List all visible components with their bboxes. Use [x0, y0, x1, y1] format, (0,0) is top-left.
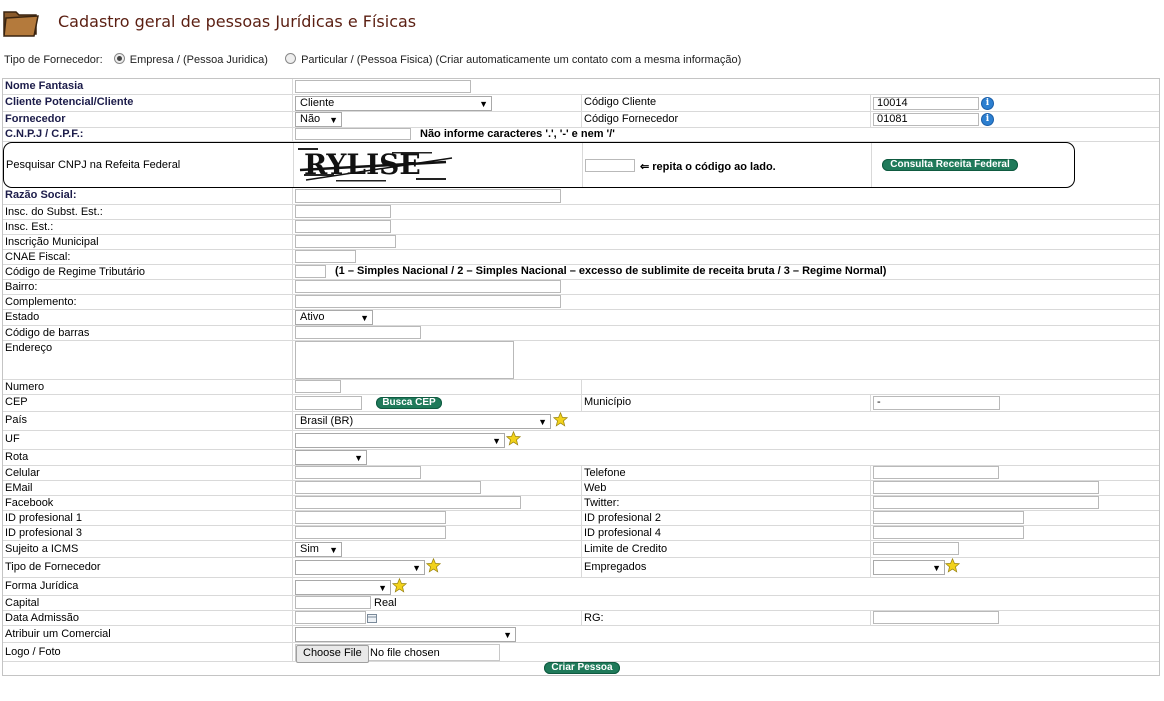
razao-social-label: Razão Social: — [5, 189, 77, 201]
insc-subst-input[interactable] — [295, 205, 391, 218]
row-insc-est — [3, 220, 1159, 235]
data-admissao-input[interactable] — [295, 611, 366, 624]
logo-label: Logo / Foto — [5, 646, 61, 658]
id2-label: ID profesional 2 — [584, 512, 662, 524]
data-admissao-label: Data Admissão — [5, 612, 79, 624]
calendar-icon[interactable] — [367, 614, 377, 623]
row-tipo-fornecedor — [3, 558, 1159, 578]
insc-subst-label: Insc. do Subst. Est.: — [5, 206, 103, 218]
folder-icon — [2, 6, 40, 38]
telefone-label: Telefone — [584, 467, 626, 479]
empregados-label: Empregados — [584, 561, 647, 573]
captcha-label: Pesquisar CNPJ na Refeita Federal — [6, 159, 181, 171]
busca-cep-button[interactable]: Busca CEP — [376, 397, 442, 409]
rota-select[interactable] — [295, 450, 367, 465]
row-capital — [3, 596, 1159, 611]
id1-label: ID profesional 1 — [5, 512, 83, 524]
row-nome-fantasia — [3, 79, 1159, 95]
chevron-down-icon: ▼ — [329, 115, 338, 125]
star-icon[interactable] — [426, 558, 441, 573]
row-endereco — [3, 341, 1159, 380]
row-razao-social — [3, 188, 1159, 205]
rg-input[interactable] — [873, 611, 999, 624]
chevron-down-icon: ▼ — [354, 453, 363, 463]
row-estado — [3, 310, 1159, 326]
web-input[interactable] — [873, 481, 1099, 494]
facebook-input[interactable] — [295, 496, 521, 509]
info-icon[interactable]: i — [981, 113, 994, 126]
nome-fantasia-label: Nome Fantasia — [5, 80, 84, 92]
insc-municipal-input[interactable] — [295, 235, 396, 248]
twitter-label: Twitter: — [584, 497, 620, 509]
icms-select[interactable]: Sim ▼ — [295, 542, 342, 557]
nome-fantasia-input[interactable] — [295, 80, 471, 93]
consulta-receita-button[interactable]: Consulta Receita Federal — [882, 159, 1018, 171]
row-bairro — [3, 280, 1159, 295]
codigo-barras-label: Código de barras — [5, 327, 90, 339]
fornecedor-select[interactable]: Não ▼ — [295, 112, 342, 127]
star-icon[interactable] — [506, 431, 521, 446]
row-data-admissao — [3, 611, 1159, 626]
pais-select[interactable]: Brasil (BR) ▼ — [295, 414, 551, 429]
estado-select[interactable]: Ativo ▼ — [295, 310, 373, 325]
person-form — [2, 78, 1160, 676]
facebook-label: Facebook — [5, 497, 54, 509]
telefone-input[interactable] — [873, 466, 999, 479]
rota-label: Rota — [5, 451, 29, 463]
chevron-down-icon: ▼ — [479, 99, 488, 109]
row-id-3-4 — [3, 526, 1159, 541]
capital-unit: Real — [374, 597, 397, 609]
empregados-select[interactable] — [873, 560, 945, 575]
numero-input[interactable] — [295, 380, 341, 393]
capital-input[interactable] — [295, 596, 371, 609]
fornecedor-label: Fornecedor — [5, 113, 66, 125]
uf-select[interactable] — [295, 433, 505, 448]
codigo-fornecedor-label: Código Fornecedor — [584, 113, 679, 125]
web-label: Web — [584, 482, 607, 494]
icms-label: Sujeito a ICMS — [5, 543, 79, 555]
star-icon[interactable] — [553, 412, 568, 427]
tipo-fornecedor-select[interactable] — [295, 560, 425, 575]
insc-est-input[interactable] — [295, 220, 391, 233]
capital-label: Capital — [5, 597, 40, 609]
captcha-input[interactable] — [585, 159, 635, 172]
complemento-input[interactable] — [295, 295, 561, 308]
row-uf — [3, 431, 1159, 450]
codigo-barras-input[interactable] — [295, 326, 421, 339]
row-submit — [3, 662, 1159, 676]
codigo-cliente-label: Código Cliente — [584, 96, 657, 108]
row-complemento — [3, 295, 1159, 310]
cnae-input[interactable] — [295, 250, 356, 263]
row-insc-subst — [3, 205, 1159, 220]
row-icms — [3, 541, 1159, 558]
supplier-type-label: Tipo de Fornecedor: — [4, 54, 103, 66]
cnpj-label: C.N.P.J / C.P.F.: — [5, 128, 84, 140]
star-icon[interactable] — [392, 578, 407, 593]
complemento-label: Complemento: — [5, 296, 77, 308]
endereco-label: Endereço — [5, 342, 53, 354]
twitter-input[interactable] — [873, 496, 1099, 509]
municipio-label: Município — [584, 396, 632, 408]
id3-input[interactable] — [295, 526, 446, 539]
captcha-image — [296, 144, 456, 187]
bairro-input[interactable] — [295, 280, 561, 293]
page-title: Cadastro geral de pessoas Jurídicas e Físicas — [58, 12, 417, 31]
star-icon[interactable] — [945, 558, 960, 573]
forma-juridica-select[interactable] — [295, 580, 391, 595]
radio-empresa-label: Empresa / (Pessoa Juridica) — [129, 54, 268, 66]
row-cep — [3, 395, 1159, 412]
insc-est-label: Insc. Est.: — [5, 221, 54, 233]
cep-input[interactable] — [295, 396, 362, 410]
radio-particular-label: Particular / (Pessoa Fisica) (Criar automaticamente um contato com a mesma informação) — [301, 54, 742, 66]
captcha-code-text: RYLISE — [304, 148, 421, 181]
regime-label: Código de Regime Tributário — [5, 266, 146, 278]
row-numero — [3, 380, 1159, 395]
row-cnae — [3, 250, 1159, 265]
cliente-select[interactable]: Cliente ▼ — [295, 96, 492, 111]
comercial-label: Atribuir um Comercial — [5, 628, 111, 640]
cep-label: CEP — [5, 396, 28, 408]
id2-input[interactable] — [873, 511, 1024, 524]
chevron-down-icon: ▼ — [378, 583, 387, 593]
email-input[interactable] — [295, 481, 481, 494]
bairro-label: Bairro: — [5, 281, 38, 293]
row-cnpj — [3, 128, 1159, 142]
limite-credito-input[interactable] — [873, 542, 959, 555]
chevron-down-icon: ▼ — [492, 436, 501, 446]
tipo-fornecedor-label: Tipo de Fornecedor — [5, 561, 101, 573]
pais-label: País — [5, 414, 28, 426]
celular-input[interactable] — [295, 466, 421, 479]
row-rota — [3, 450, 1159, 466]
id4-input[interactable] — [873, 526, 1024, 539]
municipio-input[interactable]: - — [873, 396, 1000, 410]
captcha-repeat-text: ⇐ repita o código ao lado. — [640, 161, 776, 173]
rg-label: RG: — [584, 612, 604, 624]
estado-label: Estado — [5, 311, 40, 323]
regime-input[interactable] — [295, 265, 326, 278]
row-celular — [3, 466, 1159, 481]
row-cliente — [3, 95, 1159, 112]
limite-credito-label: Limite de Credito — [584, 543, 668, 555]
supplier-type-selector — [4, 53, 741, 66]
row-forma-juridica — [3, 578, 1159, 596]
criar-pessoa-button[interactable]: Criar Pessoa — [544, 662, 620, 674]
row-email — [3, 481, 1159, 496]
email-label: EMail — [5, 482, 33, 494]
codigo-fornecedor-input[interactable]: 01081 — [873, 113, 979, 126]
page-header — [2, 4, 1152, 40]
forma-juridica-label: Forma Jurídica — [5, 580, 79, 592]
file-status: No file chosen — [370, 647, 440, 659]
uf-label: UF — [5, 433, 20, 445]
row-logo — [3, 643, 1159, 662]
logo-file-input[interactable] — [295, 644, 500, 661]
row-captcha — [3, 142, 1075, 188]
cnpj-input[interactable] — [295, 128, 411, 140]
radio-empresa[interactable] — [114, 53, 125, 64]
endereco-textarea[interactable] — [295, 341, 514, 379]
comercial-select[interactable] — [295, 627, 516, 642]
numero-label: Numero — [5, 381, 45, 393]
id3-label: ID profesional 3 — [5, 527, 83, 539]
razao-social-input[interactable] — [295, 189, 561, 203]
chevron-down-icon: ▼ — [360, 313, 369, 323]
row-fornecedor — [3, 112, 1159, 128]
celular-label: Celular — [5, 467, 40, 479]
cnae-label: CNAE Fiscal: — [5, 251, 71, 263]
codigo-cliente-input[interactable]: 10014 — [873, 97, 979, 110]
row-pais — [3, 412, 1159, 431]
row-codigo-barras — [3, 326, 1159, 341]
regime-note: (1 – Simples Nacional / 2 – Simples Nacional – excesso de sublimite de receita bruta / 3 – Regime Normal) — [335, 265, 887, 277]
row-insc-municipal — [3, 235, 1159, 250]
row-comercial — [3, 626, 1159, 643]
id4-label: ID profesional 4 — [584, 527, 662, 539]
chevron-down-icon: ▼ — [503, 630, 512, 640]
row-facebook — [3, 496, 1159, 511]
row-id-1-2 — [3, 511, 1159, 526]
chevron-down-icon: ▼ — [538, 417, 547, 427]
chevron-down-icon: ▼ — [412, 563, 421, 573]
info-icon[interactable]: i — [981, 97, 994, 110]
chevron-down-icon: ▼ — [329, 545, 338, 555]
choose-file-button[interactable]: Choose File — [296, 645, 369, 663]
chevron-down-icon: ▼ — [932, 563, 941, 573]
insc-municipal-label: Inscrição Municipal — [5, 236, 99, 248]
id1-input[interactable] — [295, 511, 446, 524]
cnpj-note: Não informe caracteres '.', '-' e nem '/' — [420, 128, 615, 140]
cliente-label: Cliente Potencial/Cliente — [5, 96, 134, 108]
radio-particular[interactable] — [285, 53, 296, 64]
row-regime — [3, 265, 1159, 280]
